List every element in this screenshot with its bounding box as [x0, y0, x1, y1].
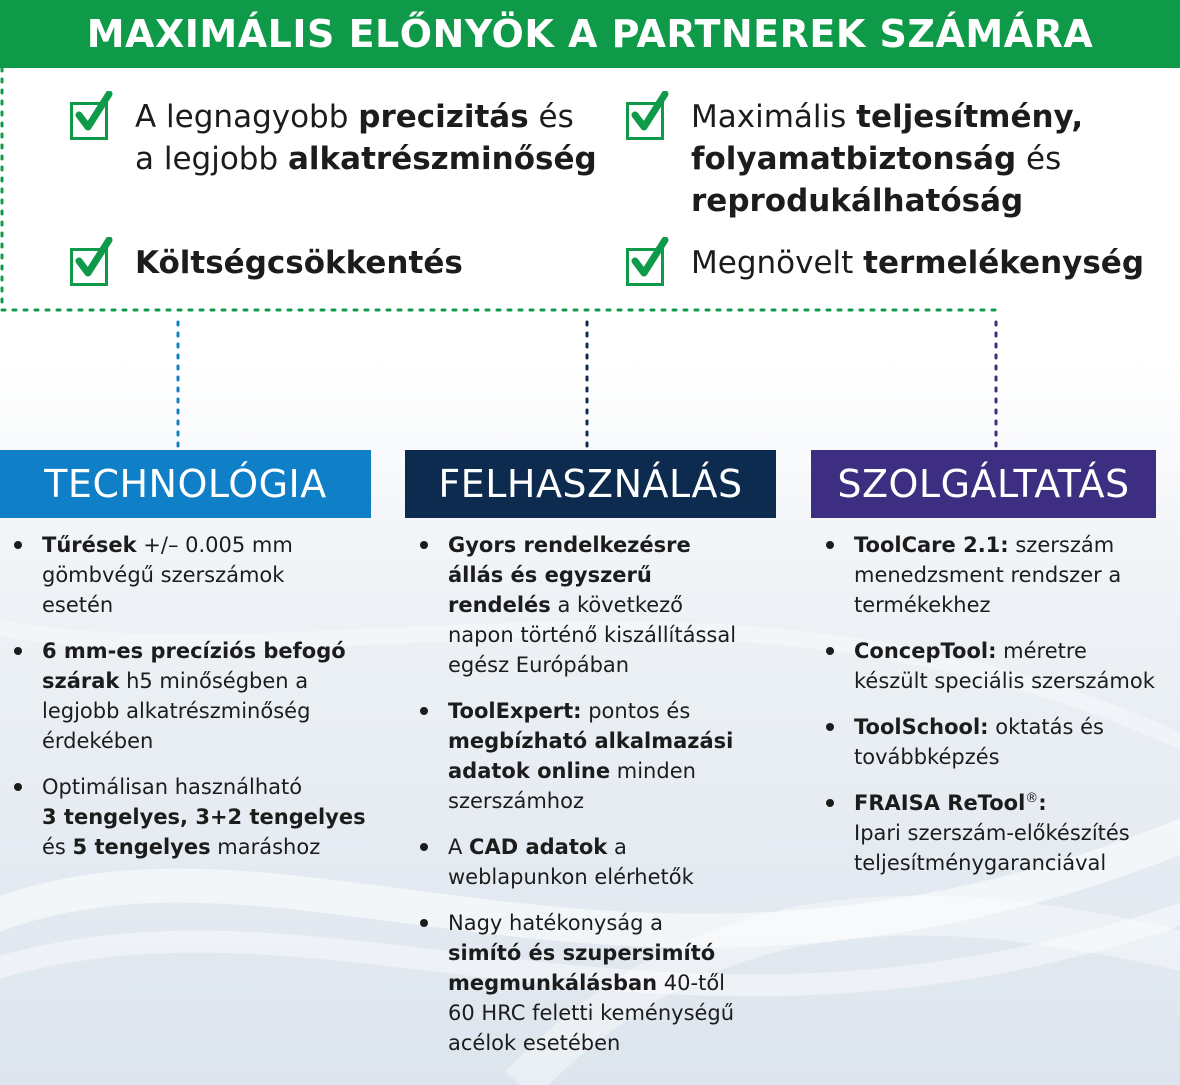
list-item-line [42, 832, 382, 862]
list-item-line [448, 530, 788, 560]
text-run: teljesítmény, [856, 99, 1084, 135]
list-item-line [854, 742, 1174, 772]
list-item-line [42, 802, 382, 832]
text-run: 6 mm-es precíziós befogó [42, 639, 346, 663]
list-item-line [448, 590, 788, 620]
list-item-line [448, 908, 788, 938]
list-item-line [448, 696, 788, 726]
text-run: Ipari szerszám-előkészítés [854, 821, 1130, 845]
list-item [824, 712, 1174, 772]
text-run: acélok esetében [448, 1031, 621, 1055]
text-run: ToolExpert: [448, 699, 582, 723]
list-item [12, 530, 382, 620]
benefit-text [135, 96, 597, 180]
benefit-item [626, 96, 1083, 222]
list-item-line [448, 756, 788, 786]
list-item [418, 696, 788, 816]
text-run: teljesítménygaranciával [854, 851, 1107, 875]
text-run: egész Európában [448, 653, 630, 677]
text-run: Gyors rendelkezésre [448, 533, 691, 557]
text-run: folyamatbiztonság [691, 141, 1017, 177]
text-run: 60 HRC feletti keménységű [448, 1001, 735, 1025]
text-run: adatok online [448, 759, 611, 783]
list-item-line [448, 1028, 788, 1058]
text-run: Megnövelt [691, 245, 864, 281]
text-run: ToolCare 2.1: [854, 533, 1009, 557]
text-run: precizitás [358, 99, 529, 135]
text-run: a következő [550, 593, 684, 617]
text-run: FRAISA ReTool [854, 791, 1026, 815]
list-item-line [42, 726, 382, 756]
text-run: pontos és [581, 699, 691, 723]
text-run: szárak [42, 669, 120, 693]
text-run: és [42, 835, 73, 859]
text-run: Tűrések [42, 533, 137, 557]
text-run: a legjobb [135, 141, 289, 177]
felhasznalas-list [418, 530, 788, 1074]
page-title: MAXIMÁLIS ELŐNYÖK A PARTNEREK SZÁMÁRA [0, 0, 1180, 68]
benefit-text [691, 96, 1083, 222]
text-run: esetén [42, 593, 114, 617]
list-item-line [448, 726, 788, 756]
benefit-text [691, 242, 1144, 286]
text-run: maráshoz [210, 835, 321, 859]
text-run: napon történő kiszállítással [448, 623, 737, 647]
text-run: A [448, 835, 470, 859]
text-run: minden [610, 759, 696, 783]
text-run: ConcepTool: [854, 639, 997, 663]
text-run: megmunkálásban [448, 971, 658, 995]
text-run: alkatrészminőség [288, 141, 597, 177]
text-run: 5 tengelyes [72, 835, 211, 859]
text-run: A legnagyobb [135, 99, 359, 135]
list-item-line [448, 560, 788, 590]
list-item-line [448, 938, 788, 968]
text-run: ToolSchool: [854, 715, 989, 739]
checkbox-icon [626, 102, 664, 140]
list-item-line [854, 560, 1174, 590]
list-item-line [42, 772, 382, 802]
checkbox-icon [626, 248, 664, 286]
text-run: Maximális [691, 99, 857, 135]
benefit-item [626, 242, 1144, 286]
benefit-text [135, 242, 463, 286]
text-run: simító és szupersimító [448, 941, 716, 965]
text-run: megbízható alkalmazási [448, 729, 734, 753]
text-run: gömbvégű szerszámok [42, 563, 285, 587]
list-item-line [42, 666, 382, 696]
list-item-line [448, 620, 788, 650]
text-run: +/– 0.005 mm [136, 533, 293, 557]
text-run: a [607, 835, 627, 859]
list-item [418, 832, 788, 892]
checkbox-icon [70, 102, 108, 140]
technologia-list [12, 530, 382, 878]
list-item [418, 908, 788, 1058]
text-run: oktatás és [988, 715, 1104, 739]
text-run: szerszám [1008, 533, 1115, 557]
text-run: és [528, 99, 574, 135]
text-run: Optimálisan használható [42, 775, 303, 799]
text-run: továbbképzés [854, 745, 1000, 769]
list-item-line [854, 636, 1174, 666]
text-run: termékekhez [854, 593, 991, 617]
text-run: weblapunkon elérhetők [448, 865, 694, 889]
checkbox-icon [70, 248, 108, 286]
list-item-line [854, 848, 1174, 878]
list-item-line [448, 862, 788, 892]
list-item-line [448, 832, 788, 862]
list-item-line [42, 530, 382, 560]
list-item-line [448, 968, 788, 998]
text-run: szerszámhoz [448, 789, 584, 813]
text-run: készült speciális szerszámok [854, 669, 1155, 693]
szolgaltatas-list [824, 530, 1174, 894]
list-item-line [854, 788, 1174, 818]
text-run: menedzsment rendszer a [854, 563, 1122, 587]
text-run: h5 minőségben a [119, 669, 309, 693]
text-run: állás és egyszerű [448, 563, 652, 587]
text-run: legjobb alkatrészminőség [42, 699, 311, 723]
list-item [824, 636, 1174, 696]
list-item-line [42, 636, 382, 666]
text-run: Költségcsökkentés [135, 245, 463, 281]
list-item [824, 530, 1174, 620]
category-header-technologia: TECHNOLÓGIA [0, 450, 371, 518]
category-header-felhasznalas: FELHASZNÁLÁS [405, 450, 776, 518]
text-run: CAD adatok [469, 835, 608, 859]
text-run: 3 tengelyes, 3+2 tengelyes [42, 805, 366, 829]
list-item-line [448, 998, 788, 1028]
text-run: és [1016, 141, 1062, 177]
text-run: ® [1025, 791, 1039, 806]
category-header-szolgaltatas: SZOLGÁLTATÁS [811, 450, 1156, 518]
list-item [12, 636, 382, 756]
benefit-item [70, 242, 463, 286]
text-run: rendelés [448, 593, 551, 617]
list-item-line [42, 590, 382, 620]
list-item-line [854, 712, 1174, 742]
list-item-line [854, 530, 1174, 560]
benefit-item [70, 96, 597, 180]
text-run: érdekében [42, 729, 154, 753]
list-item [12, 772, 382, 862]
list-item-line [854, 590, 1174, 620]
list-item-line [854, 666, 1174, 696]
text-run: : [1038, 791, 1047, 815]
list-item-line [448, 650, 788, 680]
text-run: 40-től [657, 971, 726, 995]
text-run: Nagy hatékonyság a [448, 911, 664, 935]
list-item-line [448, 786, 788, 816]
list-item-line [42, 696, 382, 726]
list-item-line [42, 560, 382, 590]
text-run: reprodukálhatóság [691, 183, 1024, 219]
list-item-line [854, 818, 1174, 848]
text-run: méretre [996, 639, 1087, 663]
text-run: termelékenység [863, 245, 1145, 281]
list-item [418, 530, 788, 680]
list-item [824, 788, 1174, 878]
